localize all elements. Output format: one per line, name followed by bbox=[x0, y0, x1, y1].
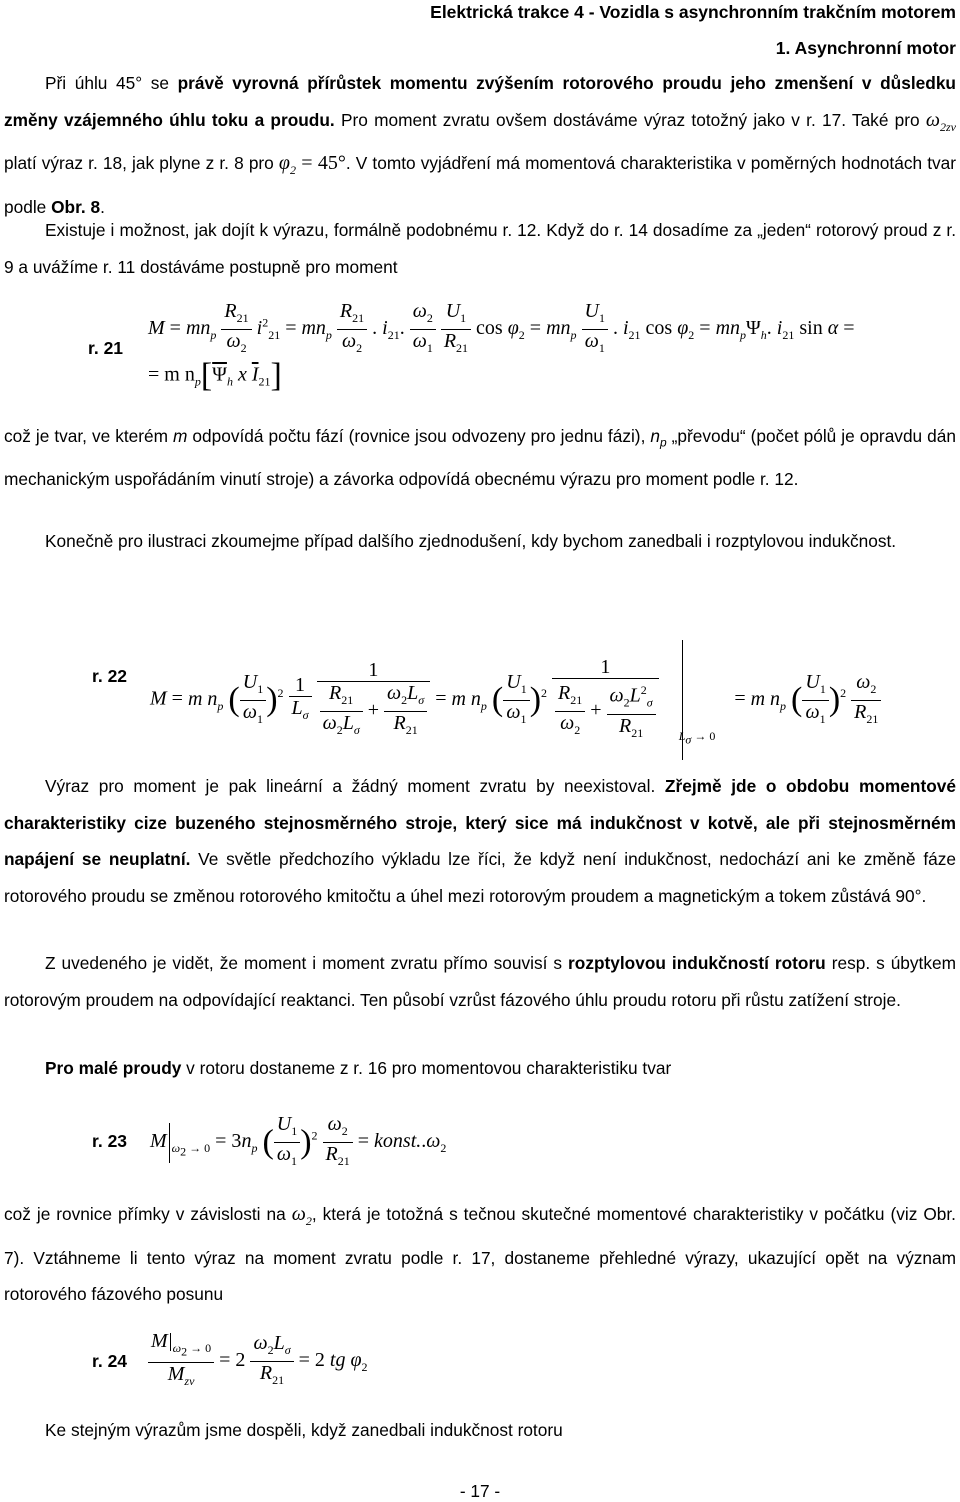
paragraph-4: Konečně pro ilustraci zkoumejme případ dalšího zjednodušení, kdy bychom zanedbali i rozptylovou indukčnost. bbox=[45, 531, 897, 551]
equation-label-23: r. 23 bbox=[92, 1131, 128, 1151]
paragraph-1: Při úhlu 45° se právě vyrovná přírůstek momentu zvýšením rotorového proudu jeho zmenšení v důsledku změny vzájemného úhlu toku a proudu. Pro moment zvratu ovšem dostáváme výraz totožný jako v r. 17. Také pro $\omega_{2zv}$ platí výraz r. 18, jak plyne z r. 8 pro $\varphi_2 = 45^\circ$. V tomto vyjádření má momentová charakteristika v poměrných hodnotách tvar podle Obr. 8. bbox=[4, 73, 957, 217]
paragraph-2: Existuje i možnost, jak dojít k výrazu, formálně podobnému r. 12. Když do r. 14 dosadíme za „jeden“ rotorový proud z r. 9 a uvážíme r. 11 dostáváme postupně pro moment bbox=[4, 220, 956, 277]
equation-label-24: r. 24 bbox=[92, 1351, 128, 1371]
paragraph-6: Z uvedeného je vidět, že moment i moment zvratu přímo souvisí s rozptylovou indukčností rotoru resp. s úbytkem rotorovým proudem na odpovídající reaktanci. Ten působí vzrůst fázového úhlu proudu rotoru při růstu zatížení stroje. bbox=[4, 953, 956, 1010]
paragraph-3: což je tvar, ve kterém m odpovídá počtu fází (rovnice jsou odvozeny pro jednu fázi), $n_p$ „převodu“ (počet pólů je opravdu dán mechanickým uspořádáním vinutí stroje) a závorka odpovídá obecnému výrazu pro moment podle r. 12. bbox=[4, 426, 956, 489]
omega-2zv: $\omega_{2zv}$ bbox=[925, 108, 956, 134]
paragraph-8: což je rovnice přímky v závislosti na $\omega_2$, která je totožná s tečnou skutečné momentové charakteristiky v počátku (viz Obr. 7). Vztáhneme li tento výraz na moment zvratu podle r. 17, dostaneme přehledné výrazy, ukazující opět na význam rotorového fázového posunu bbox=[4, 1203, 956, 1304]
equation-22: M = m $n_p$ ( $\frac{U_1}{\omega_1}$ )$^2$ $\frac{1}{L_\sigma}$ 1 $\frac{R_{21}}{\omega_2L_\sigma}$ + $\frac{\omega_2L_\sigma}{R_{21}}$ = m $n_p$ ( $\frac{U_1}{\omega_1}$ )$^2$ 1 $\frac{R_{21}}{\omega_2}$ + $\frac{\omega_2L^2_\sigma}{R_{21}}$ $_{L_\sigma \to 0}$ = m $n_p$ ( $\frac{U_1}{\omega_1}$ )$^2$ $\frac{\omega_2}{R_{21}}$ bbox=[150, 640, 881, 760]
equation-label-21: r. 21 bbox=[88, 338, 124, 358]
phi-2: $\varphi_2 = 45^\circ$ bbox=[278, 152, 346, 177]
header-title: Elektrická trakce 4 - Vozidla s asynchronním trakčním motorem bbox=[430, 2, 956, 22]
paragraph-5: Výraz pro moment je pak lineární a žádný moment zvratu by neexistoval. Zřejmě jde o obdobu momentové charakteristiky cize buzeného stejnosměrného stroje, který sice má indukčnost v kotvě, ale při stejnosměrném napájení se neuplatní. Ve světle předchozího výkladu lze říci, že když není indukčnost, nedochází ani ke změně fáze rotorového proudu se změnou rotorového kmitočtu a úhel mezi rotorovým proudem a magnetickým a tokem zůstává 90°. bbox=[4, 776, 956, 906]
header-subtitle: 1. Asynchronní motor bbox=[775, 38, 956, 58]
paragraph-9: Ke stejným výrazům jsme dospěli, když zanedbali indukčnost rotoru bbox=[45, 1420, 563, 1440]
equation-21-line1: $M = mn_p$ $\frac{R_{21}}{\omega_2}$ $i^2_{21} = mn_p$ $\frac{R_{21}}{\omega_2}$ . $i_{21}$. $\frac{\omega_2}{\omega_1}$ $\frac{U_1}{R_{21}}$ $\cos \varphi_2 = mn_p$ $\frac{U_1}{\omega_1}$ . $i_{21}$ $\cos \varphi_2 = mn_p\Psi_h$. $i_{21}$ sin α = bbox=[148, 300, 854, 359]
equation-label-22: r. 22 bbox=[92, 666, 128, 686]
equation-21-line2: = m $n_p[\overline{\Psi}_h$ x $\overline{I}_{21}$] bbox=[148, 357, 282, 394]
paragraph-7: Pro malé proudy v rotoru dostaneme z r. 16 pro momentovou charakteristiku tvar bbox=[45, 1058, 672, 1078]
equation-23: M $_{\omega_2 \to 0} = 3n_p$ ( $\frac{U_1}{\omega_1}$ )$^2$ $\frac{\omega_2}{R_{21}}$ = $konst..\omega_2$ bbox=[150, 1113, 446, 1172]
equation-24: $\frac{M _{\omega_2 \to 0}}{M_{zv}}$ = 2 $\frac{\omega_2L_\sigma}{R_{21}}$ = 2 tg $\varphi_2$ bbox=[148, 1330, 368, 1392]
page-number: - 17 - bbox=[459, 1481, 501, 1501]
